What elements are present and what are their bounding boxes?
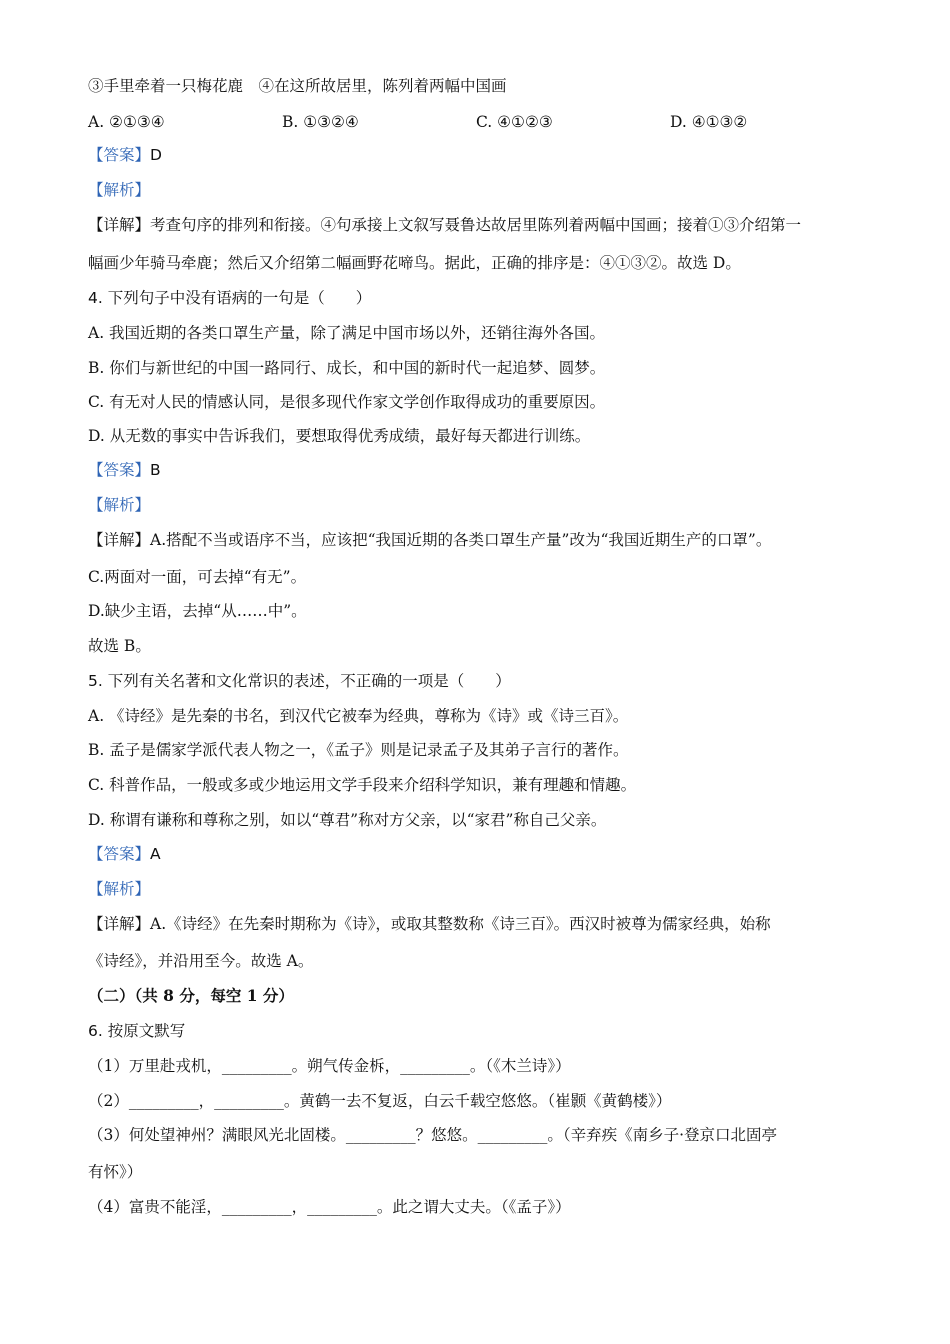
- q5-analysis-label: 【解析】: [88, 880, 151, 898]
- q5-option-a: A. 《诗经》是先秦的书名，到汉代它被奉为经典，尊称为《诗》或《诗三百》。: [88, 707, 629, 725]
- q6-stem: [88, 1020, 185, 1042]
- q6-item-4: （4）富贵不能淫，_________，_________。此之谓大丈夫。（《孟子》）: [88, 1198, 571, 1216]
- q5-detail-line1: [88, 913, 771, 935]
- detail-label: 【详解】: [88, 531, 151, 549]
- answer-label: 【答案】: [88, 146, 151, 164]
- q5-detail-line2: 《诗经》，并沿用至今。故选 A。: [88, 952, 314, 970]
- q6-item-2: （2）_________，_________。黄鹤一去不复返，白云千载空悠悠。（崔颢《黄鹤楼》）: [88, 1092, 672, 1110]
- question-text: 按原文默写: [107, 1022, 186, 1040]
- question-number: 6.: [88, 1022, 103, 1040]
- q5-stem: [88, 670, 511, 692]
- answer-value: A: [150, 845, 161, 863]
- answer-label: 【答案】: [88, 845, 151, 863]
- q5-answer: [88, 843, 161, 865]
- question-text: 下列有关名著和文化常识的表述，不正确的一项是（ ）: [107, 672, 511, 690]
- q5-option-d: D. 称谓有谦称和尊称之别，如以“尊君”称对方父亲，以“家君”称自己父亲。: [88, 811, 607, 829]
- q3-option-b: B. ①③②④: [282, 113, 359, 131]
- q4-option-b: B. 你们与新世纪的中国一路同行、成长，和中国的新时代一起追梦、圆梦。: [88, 359, 606, 377]
- detail-label: 【详解】: [88, 915, 151, 933]
- q5-option-b: B. 孟子是儒家学派代表人物之一，《孟子》则是记录孟子及其弟子言行的著作。: [88, 741, 629, 759]
- detail-text: A.《诗经》在先秦时期称为《诗》，或取其整数称《诗三百》。西汉时被尊为儒家经典，始称: [150, 915, 771, 933]
- answer-label: 【答案】: [88, 461, 151, 479]
- q4-conclusion: 故选 B。: [88, 637, 151, 655]
- detail-text: 考查句序的排列和衔接。④句承接上文叙写聂鲁达故居里陈列着两幅中国画；接着①③介绍第一: [150, 216, 802, 234]
- answer-value: D: [150, 146, 162, 164]
- q3-option-d: D. ④①③②: [670, 113, 748, 131]
- question-number: 5.: [88, 672, 103, 690]
- detail-text: A.搭配不当或语序不当，应该把“我国近期的各类口罩生产量”改为“我国近期生产的口罩”。: [150, 531, 772, 549]
- detail-label: 【详解】: [88, 216, 151, 234]
- q4-answer: [88, 459, 161, 481]
- q3-stem-tail: ③手里牵着一只梅花鹿 ④在这所故居里，陈列着两幅中国画: [88, 77, 507, 95]
- q4-option-a: A. 我国近期的各类口罩生产量，除了满足中国市场以外，还销往海外各国。: [88, 324, 606, 342]
- q4-detail-line2: C.两面对一面，可去掉“有无”。: [88, 568, 307, 586]
- q4-option-d: D. 从无数的事实中告诉我们，要想取得优秀成绩，最好每天都进行训练。: [88, 427, 591, 445]
- q4-detail-line3: D.缺少主语，去掉“从……中”。: [88, 602, 307, 620]
- q3-option-c: C. ④①②③: [476, 113, 553, 131]
- q6-item-3-continued: 有怀》）: [88, 1163, 143, 1181]
- q4-detail-line1: [88, 529, 771, 551]
- q3-analysis-label: 【解析】: [88, 181, 151, 199]
- q3-option-a: A. ②①③④: [88, 113, 165, 131]
- question-number: 4.: [88, 289, 103, 307]
- q5-option-c: C. 科普作品，一般或多或少地运用文学手段来介绍科学知识，兼有理趣和情趣。: [88, 776, 637, 794]
- q4-stem: [88, 287, 371, 309]
- q4-analysis-label: 【解析】: [88, 496, 151, 514]
- q4-option-c: C. 有无对人民的情感认同，是很多现代作家文学创作取得成功的重要原因。: [88, 393, 606, 411]
- q3-answer: [88, 144, 162, 166]
- q6-item-3: （3）何处望神州？满眼风光北固楼。_________？悠悠。_________。（辛弃疾《南乡子·登京口北固亭: [88, 1126, 778, 1144]
- q3-detail-line2: 幅画少年骑马牵鹿；然后又介绍第二幅画野花啼鸟。据此，正确的排序是：④①③②。故选 D。: [88, 254, 741, 272]
- q3-detail-line1: [88, 214, 801, 236]
- q6-item-1: （1）万里赴戎机，_________。朔气传金柝，_________。（《木兰诗》）: [88, 1057, 571, 1075]
- answer-value: B: [150, 461, 161, 479]
- section-heading: （二）（共 8 分，每空 1 分）: [88, 986, 294, 1005]
- question-text: 下列句子中没有语病的一句是（ ）: [107, 289, 372, 307]
